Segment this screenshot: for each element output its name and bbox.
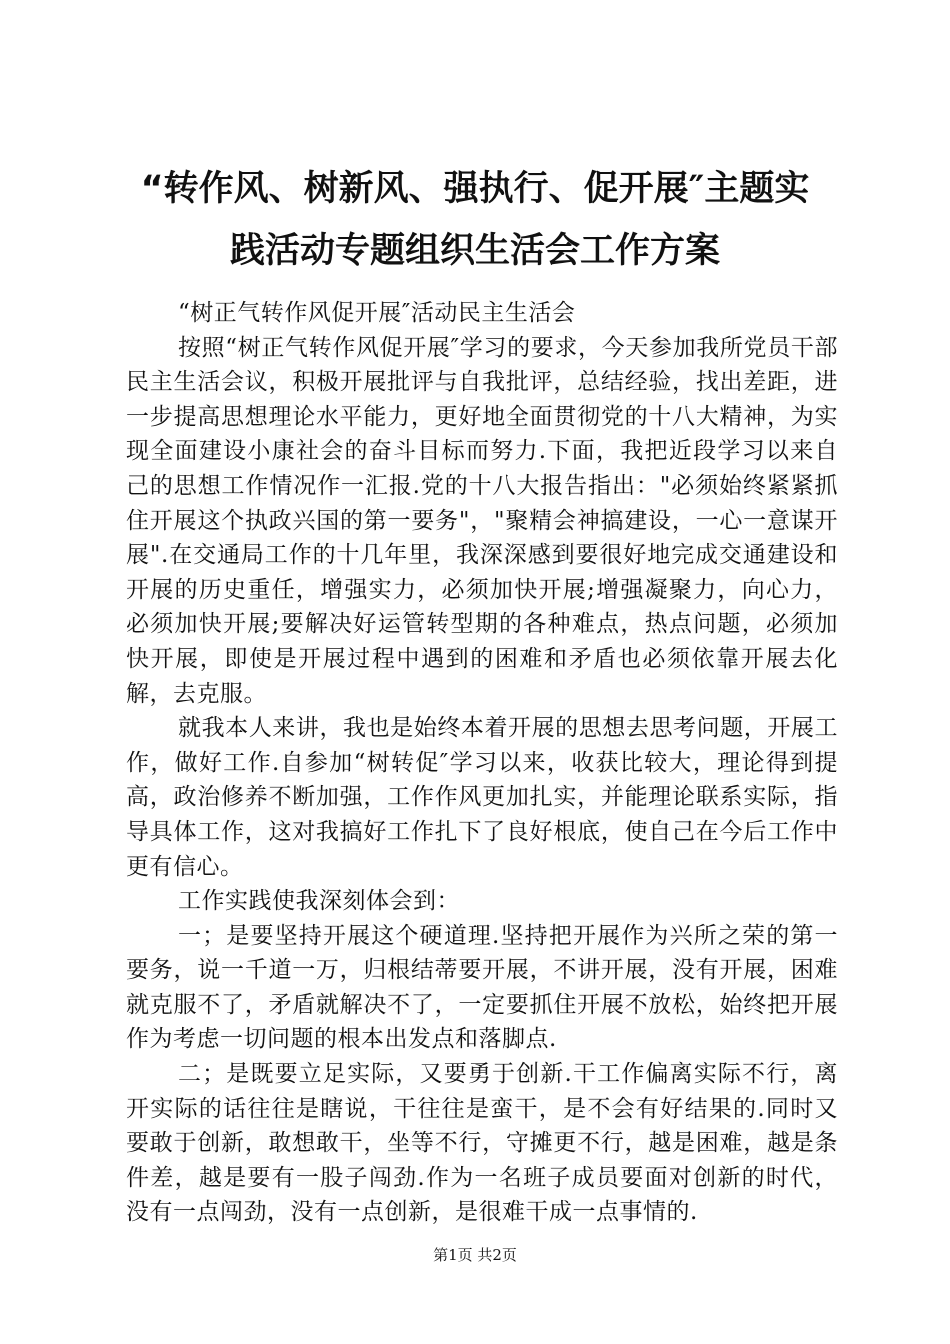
body-paragraph: 二；是既要立足实际，又要勇于创新.干工作偏离实际不行，离开实际的话往往是瞎说，干往往是蛮干，是不会有好结果的.同时又要敢于创新，敢想敢干，坐等不行，守摊更不行，越是困难，越是条件差，越是要有一股子闯劲.作为一名班子成员要面对创新的时代，没有一点闯劲，没有一点创新，是很难干成一点事情的. [126,1061,838,1226]
body-paragraph: 工作实践使我深刻体会到： [178,888,460,915]
body-paragraph: 一；是要坚持开展这个硬道理.坚持把开展作为兴所之荣的第一要务，说一千道一万，归根结蒂要开展，不讲开展，没有开展，困难就克服不了，矛盾就解决不了，一定要抓住开展不放松，始终把开展作为考虑一切问题的根本出发点和落脚点. [126,922,838,1053]
page-footer: 第1页 共2页 [433,1246,517,1264]
document-body [126,296,838,1230]
body-paragraph: 就我本人来讲，我也是始终本着开展的思想去思考问题，开展工作，做好工作.自参加“树转促″学习以来，收获比较大，理论得到提高，政治修养不断加强，工作作风更加扎实，并能理论联系实际，指导具体工作，这对我搞好工作扎下了良好根底，使自己在今后工作中更有信心。 [126,715,838,880]
body-paragraph: 按照“树正气转作风促开展″学习的要求，今天参加我所党员干部民主生活会议，积极开展批评与自我批评，总结经验，找出差距，进一步提高思想理论水平能力，更好地全面贯彻党的十八大精神，为实现全面建设小康社会的奋斗目标而努力.下面，我把近段学习以来自己的思想工作情况作一汇报.党的十八大报告指出："必须始终紧紧抓住开展这个执政兴国的第一要务"，"聚精会神搞建设，一心一意谋开展".在交通局工作的十几年里，我深深感到要很好地完成交通建设和开展的历史重任，增强实力，必须加快开展;增强凝聚力，向心力，必须加快开展;要解决好运管转型期的各种难点，热点问题，必须加快开展，即使是开展过程中遇到的困难和矛盾也必须依靠开展去化解，去克服。 [126,334,838,707]
title-line-2: 践活动专题组织生活会工作方案 [229,231,720,271]
subtitle-paragraph: “树正气转作风促开展″活动民主生活会 [178,300,576,326]
title-line-1: “转作风、树新风、强执行、促开展″主题实 [140,169,810,209]
document-title [110,158,840,282]
